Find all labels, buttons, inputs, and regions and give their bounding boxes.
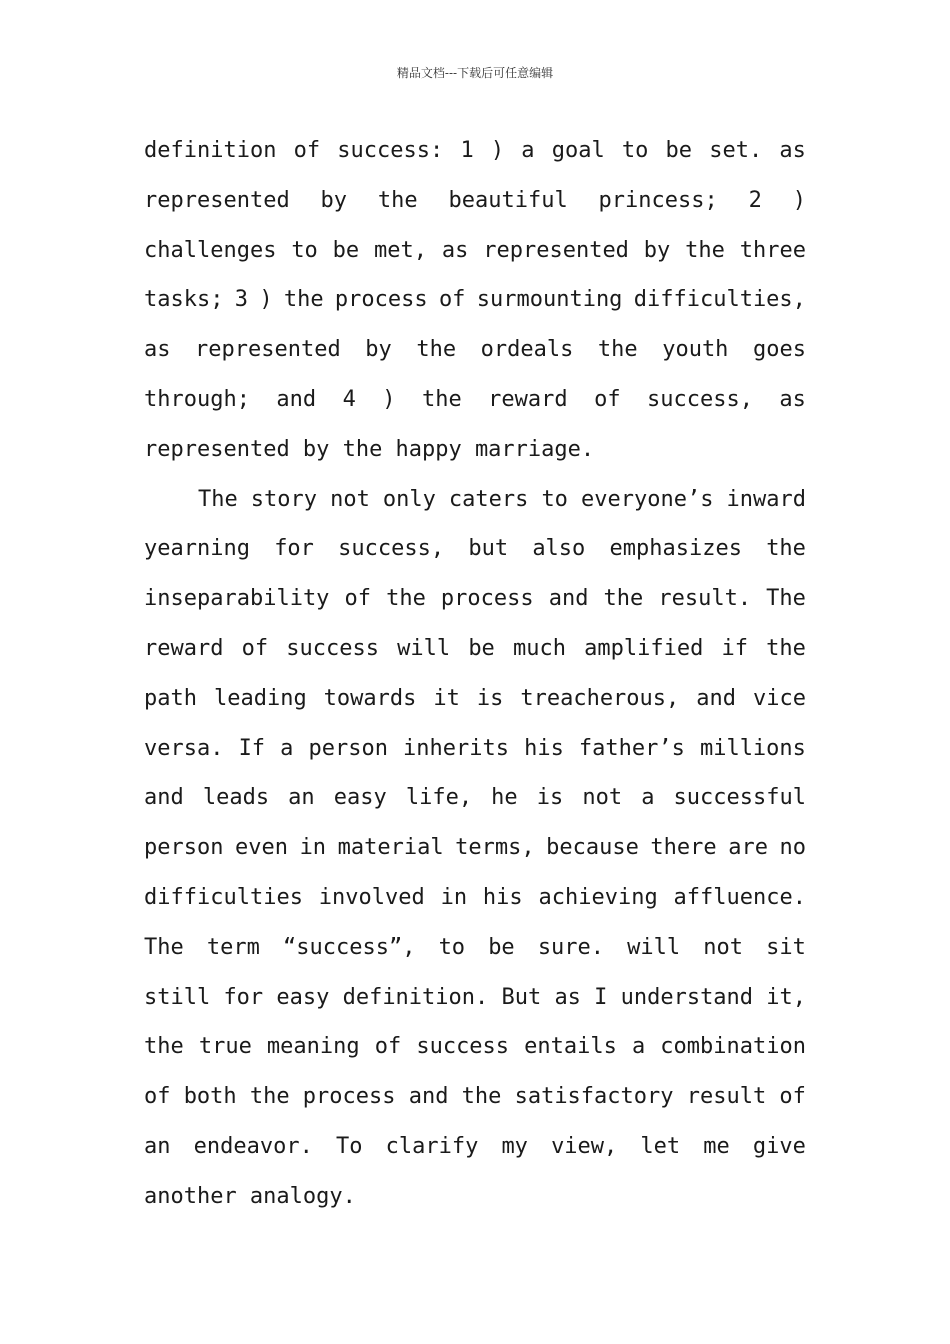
word: success,	[647, 386, 753, 412]
word: definition.	[342, 984, 489, 1010]
word: not	[582, 785, 623, 811]
word: met,	[374, 237, 428, 263]
word: the	[377, 187, 418, 213]
word: a	[641, 785, 655, 811]
word: his	[524, 735, 564, 761]
text-line	[144, 425, 806, 475]
word: goal	[551, 138, 605, 163]
text-line	[144, 1022, 806, 1072]
word: still	[144, 984, 211, 1010]
word: term	[206, 934, 260, 960]
word: everyone’s	[580, 486, 714, 512]
word: he	[491, 785, 518, 811]
word: terms,	[455, 835, 535, 861]
word: of	[241, 635, 269, 661]
word: is	[476, 685, 504, 711]
word: only	[382, 486, 436, 512]
word: success:	[337, 138, 444, 163]
word: ordeals	[480, 337, 574, 363]
word: a	[280, 735, 294, 761]
word: 1	[460, 138, 474, 163]
word: treacherous,	[520, 685, 680, 711]
word: by	[302, 436, 330, 462]
word: true	[198, 1034, 252, 1060]
word: the	[283, 287, 324, 313]
text-line	[144, 275, 806, 325]
word: are	[728, 835, 768, 861]
word: for	[274, 536, 314, 562]
word: understand	[620, 984, 754, 1010]
word: of	[374, 1034, 402, 1060]
word: the	[603, 586, 644, 612]
text-line	[144, 674, 806, 724]
text-line	[144, 475, 806, 525]
word: as	[144, 337, 171, 363]
word: also	[532, 536, 586, 562]
word: challenges	[144, 237, 277, 263]
text-line	[144, 823, 806, 873]
word: To	[335, 1133, 363, 1159]
word: happy	[395, 436, 462, 462]
word: I	[594, 984, 608, 1010]
word: endeavor.	[193, 1133, 313, 1159]
word: will	[397, 635, 451, 661]
text-line	[144, 375, 806, 425]
word: the	[685, 237, 725, 263]
word: )	[259, 287, 273, 313]
word: versa.	[144, 735, 224, 761]
word: difficulties,	[633, 287, 806, 313]
word: of	[293, 138, 321, 163]
word: sit	[766, 934, 806, 960]
word: reward	[144, 635, 224, 661]
word: tasks;	[144, 287, 224, 313]
word: not	[330, 486, 370, 512]
word: to	[438, 934, 466, 960]
word: a	[521, 138, 535, 163]
word: 2	[748, 187, 762, 213]
word: there	[650, 835, 717, 861]
word: is	[536, 785, 564, 811]
word: path	[144, 685, 197, 711]
word: caters	[448, 486, 529, 512]
word: “success”,	[282, 934, 416, 960]
word: millions	[699, 735, 806, 761]
text-line	[144, 126, 806, 176]
word: marriage.	[474, 436, 595, 462]
word: sure.	[537, 934, 605, 960]
word: towards	[323, 685, 417, 711]
word: as	[779, 138, 806, 163]
word: amplified	[584, 635, 704, 661]
word: let	[640, 1133, 681, 1159]
word: success,	[338, 536, 445, 562]
word: a	[631, 1034, 646, 1060]
word: and	[408, 1084, 449, 1110]
text-line	[144, 624, 806, 674]
word: leads	[202, 785, 270, 811]
page-header: 精品文档---下载后可任意编辑	[396, 66, 554, 80]
text-line	[144, 923, 806, 973]
word: achieving	[538, 884, 658, 910]
paragraph-2	[144, 475, 806, 1222]
word: be	[468, 635, 495, 661]
word: and	[144, 785, 184, 811]
word: another	[144, 1183, 237, 1209]
word: to	[291, 237, 318, 263]
word: analogy.	[249, 1183, 356, 1209]
text-line	[144, 176, 806, 226]
text-line	[144, 1172, 806, 1222]
word: and	[276, 386, 317, 412]
word: to	[541, 486, 568, 512]
word: result.	[658, 586, 752, 612]
word: )	[792, 187, 806, 213]
word: the	[416, 337, 457, 363]
word: princess;	[598, 187, 718, 213]
word: meaning	[266, 1034, 360, 1060]
text-line	[144, 524, 806, 574]
word: represented	[144, 187, 290, 213]
word: by	[643, 237, 671, 263]
word: )	[490, 138, 505, 163]
word: the	[249, 1084, 290, 1110]
text-line	[144, 1072, 806, 1122]
text-line	[144, 226, 806, 276]
word: not	[703, 934, 744, 960]
word: it,	[766, 984, 806, 1010]
word: The	[144, 934, 184, 960]
word: the	[421, 386, 462, 412]
word: of	[144, 1084, 171, 1110]
word: be	[332, 237, 360, 263]
text-line	[144, 1122, 806, 1172]
word: inherits	[403, 735, 509, 761]
word: process	[302, 1084, 396, 1110]
word: the	[342, 436, 383, 462]
word: clarify	[385, 1133, 479, 1159]
word: his	[482, 884, 523, 910]
word: the	[144, 1034, 184, 1060]
word: as	[441, 237, 469, 263]
text-line	[144, 574, 806, 624]
word: person	[144, 835, 224, 861]
word: set.	[709, 138, 763, 163]
word: no	[779, 835, 806, 861]
word: yearning	[144, 536, 250, 562]
paragraph-1	[144, 126, 806, 475]
word: much	[512, 635, 566, 661]
word: of	[438, 287, 466, 313]
word: result	[686, 1084, 767, 1110]
word: successful	[673, 785, 806, 811]
word: definition	[144, 138, 277, 163]
word: inseparability	[144, 586, 330, 612]
word: The	[766, 586, 806, 612]
word: will	[627, 934, 681, 960]
word: because	[546, 835, 639, 861]
word: emphasizes	[609, 536, 742, 562]
word: satisfactory	[514, 1084, 674, 1110]
text-line	[144, 973, 806, 1023]
word: difficulties	[144, 884, 303, 910]
word: the	[597, 337, 638, 363]
word: surmounting	[476, 287, 623, 313]
word: easy	[333, 785, 387, 811]
word: view,	[551, 1133, 618, 1159]
word: the	[386, 586, 426, 612]
word: by	[365, 337, 392, 363]
word: an	[288, 785, 315, 811]
word: youth	[662, 337, 729, 363]
word: life,	[405, 785, 473, 811]
word: the	[461, 1084, 502, 1110]
word: by	[320, 187, 348, 213]
word: beautiful	[448, 187, 568, 213]
word: father’s	[578, 735, 685, 761]
word: in	[299, 835, 327, 861]
word: to	[621, 138, 649, 163]
word: three	[739, 237, 806, 263]
word: as	[554, 984, 581, 1010]
word: but	[468, 536, 509, 562]
word: process	[334, 287, 428, 313]
word: success	[286, 635, 380, 661]
word: If	[238, 735, 266, 761]
word: process	[440, 586, 534, 612]
word: affluence.	[673, 884, 806, 910]
word: material	[337, 835, 444, 861]
word: 3	[234, 287, 249, 313]
word: represented	[144, 436, 290, 462]
word: if	[721, 635, 748, 661]
word: through;	[144, 386, 250, 412]
text-line	[144, 873, 806, 923]
word: story	[250, 486, 318, 512]
body-text	[144, 126, 806, 1222]
text-line	[144, 325, 806, 375]
word: be	[488, 934, 515, 960]
word: my	[501, 1133, 528, 1159]
word: leading	[213, 685, 307, 711]
word: the	[766, 536, 806, 562]
word: as	[779, 386, 806, 412]
text-line	[144, 724, 806, 774]
word: and	[548, 586, 589, 612]
word: and	[696, 685, 737, 711]
word: the	[766, 635, 806, 661]
word: represented	[195, 337, 341, 363]
word: in	[440, 884, 468, 910]
word: involved	[318, 884, 425, 910]
word: entails	[524, 1034, 617, 1060]
word: person	[308, 735, 388, 761]
word: represented	[483, 237, 629, 263]
word: inward	[726, 486, 806, 512]
word: 4	[342, 386, 356, 412]
word: of	[594, 386, 621, 412]
word: even	[235, 835, 289, 861]
word: of	[344, 586, 372, 612]
word: it	[433, 685, 460, 711]
text-line	[144, 773, 806, 823]
word: goes	[752, 337, 806, 363]
word: easy	[276, 984, 330, 1010]
word: )	[382, 386, 396, 412]
word: me	[703, 1133, 730, 1159]
word: an	[144, 1133, 171, 1159]
word: for	[223, 984, 264, 1010]
word: combination	[660, 1034, 806, 1060]
word: be	[665, 138, 693, 163]
word: of	[779, 1084, 806, 1110]
word: The	[198, 486, 238, 512]
word: But	[501, 984, 542, 1010]
word: success	[416, 1034, 510, 1060]
word: vice	[753, 685, 806, 711]
word: both	[183, 1084, 237, 1110]
word: reward	[488, 386, 568, 412]
word: give	[752, 1133, 806, 1159]
